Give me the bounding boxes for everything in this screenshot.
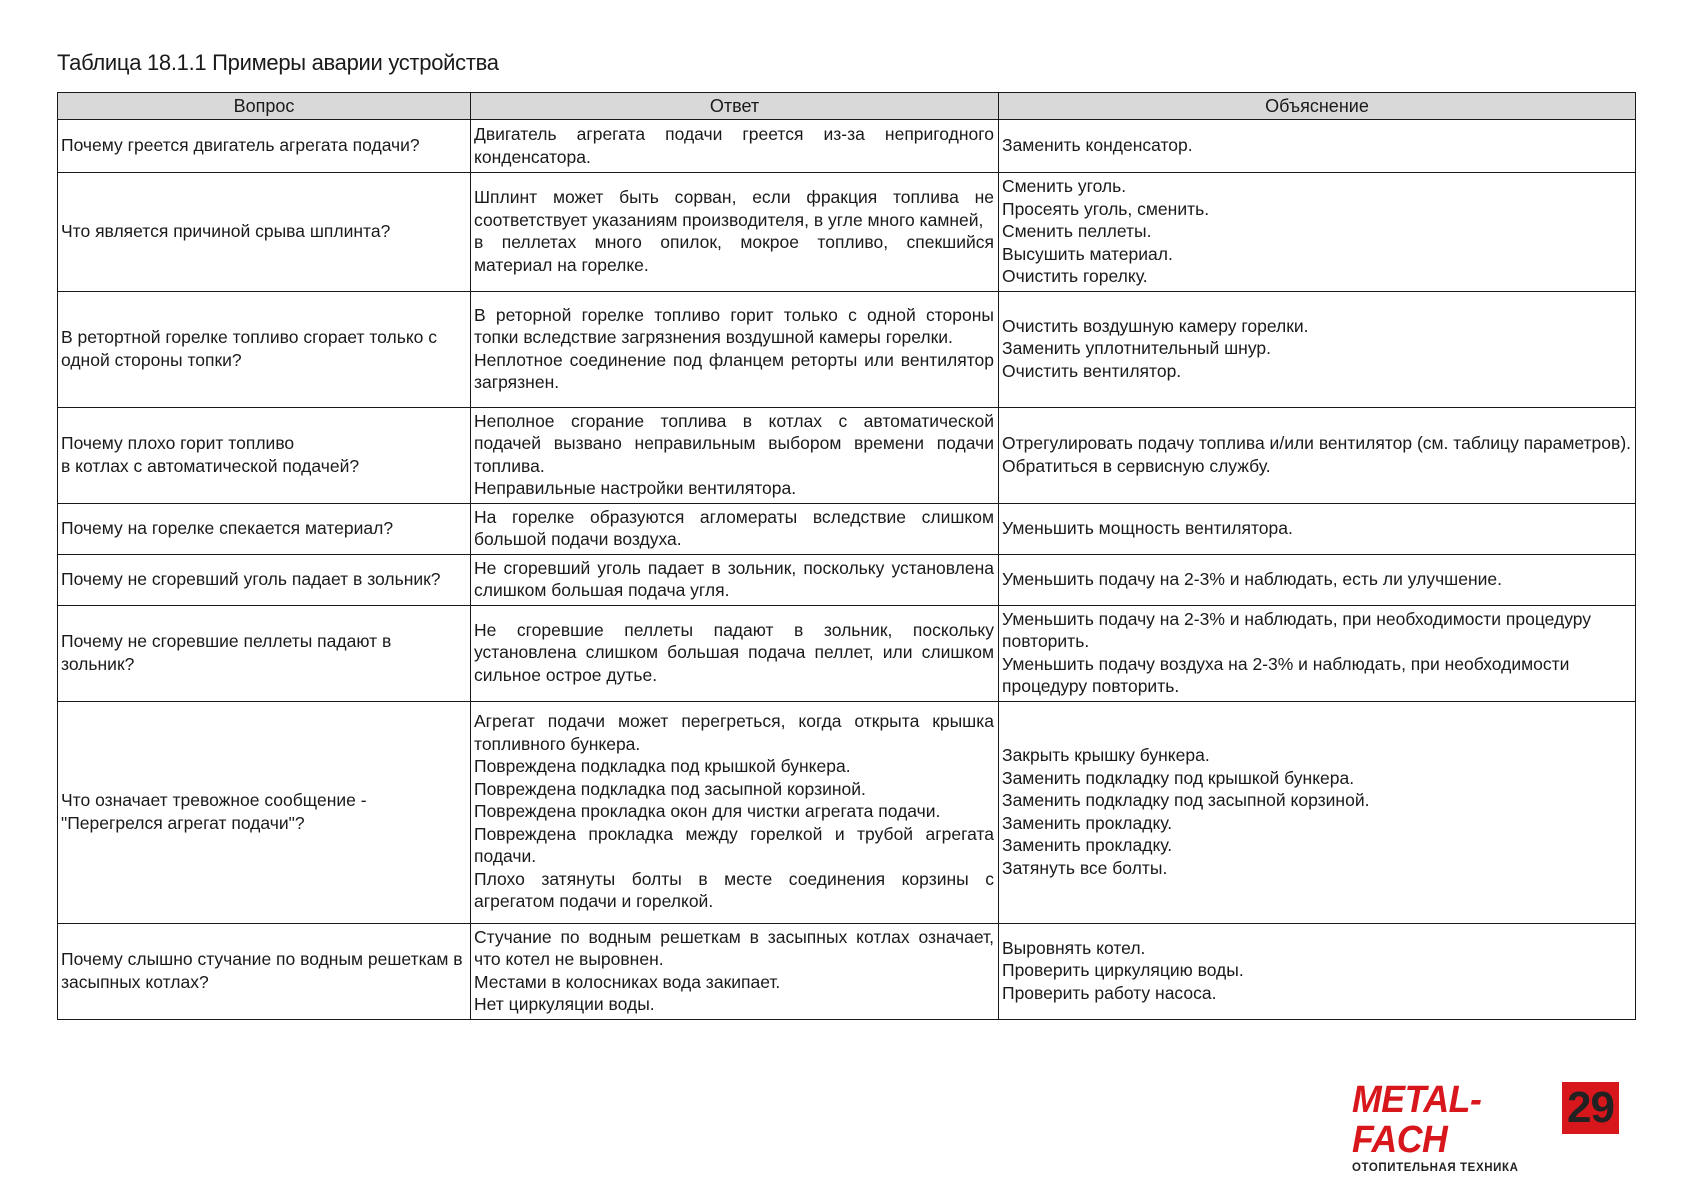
question-text: Что означает тревожное сообщение - "Перегрелся агрегат подачи"? (61, 790, 367, 833)
explanation-text: Уменьшить мощность вентилятора. (1002, 517, 1293, 538)
explanation-text: Затянуть все болты. (1002, 857, 1168, 878)
answer-text: Нет циркуляции воды. (474, 994, 655, 1014)
header-answer: Ответ (471, 93, 999, 120)
question-text: В ретортной горелке топливо сгорает только с одной стороны топки? (61, 327, 438, 370)
brand-subtitle: ОТОПИТЕЛЬНАЯ ТЕХНИКА (1352, 1162, 1519, 1174)
header-explanation: Объяснение (999, 93, 1636, 120)
cell-answer (471, 407, 999, 503)
question-text: Что является причиной срыва шплинта? (61, 221, 391, 241)
cell-question (58, 407, 471, 503)
question-text: Почему на горелке спекается материал? (61, 517, 394, 538)
explanation-text: Просеять уголь, сменить. (1002, 198, 1210, 219)
cell-question (58, 923, 471, 1019)
brand-name: METAL-FACH (1352, 1079, 1482, 1161)
answer-text: Не сгоревшие пеллеты падают в зольник, поскольку установлена слишком большая подача пеллет, или слишком сильное острое дутье. (474, 619, 994, 685)
cell-answer (471, 503, 999, 554)
cell-answer (471, 923, 999, 1019)
header-question: Вопрос (58, 93, 471, 120)
cell-explanation (999, 173, 1636, 292)
explanation-text: Уменьшить подачу воздуха на 2-3% и наблюдать, при необходимости процедуру повторить. (1002, 653, 1570, 696)
fault-table (57, 92, 1636, 1020)
question-text: Почему греется двигатель агрегата подачи? (61, 135, 420, 156)
explanation-text: Заменить прокладку. (1002, 812, 1173, 833)
cell-question (58, 291, 471, 407)
explanation-text: Заменить подкладку под крышкой бункера. (1002, 767, 1355, 788)
answer-text: Стучание по водным решеткам в засыпных котлах означает, что котел не выровнен. (474, 926, 994, 969)
cell-question (58, 701, 471, 923)
page-number: 29 (1562, 1082, 1619, 1134)
explanation-text: Закрыть крышку бункера. (1002, 745, 1210, 765)
table-header-row (58, 93, 1636, 120)
cell-explanation (999, 605, 1636, 701)
explanation-text: Уменьшить подачу на 2-3% и наблюдать, при необходимости процедуру повторить. (1002, 608, 1592, 651)
explanation-text: Проверить работу насоса. (1002, 982, 1217, 1003)
explanation-text: Выровнять котел. (1002, 937, 1146, 958)
question-text: Почему плохо горит топливо (61, 433, 295, 453)
table-row (58, 407, 1636, 503)
answer-text: Неправильные настройки вентилятора. (474, 478, 797, 498)
cell-explanation (999, 701, 1636, 923)
cell-answer (471, 554, 999, 605)
table-row (58, 554, 1636, 605)
explanation-text: Очистить вентилятор. (1002, 360, 1182, 381)
cell-question (58, 554, 471, 605)
answer-text: в пеллетах много опилок, мокрое топливо, спекшийся материал на горелке. (474, 232, 994, 275)
answer-text: Агрегат подачи может перегреться, когда открыта крышка топливного бункера. (474, 711, 994, 754)
explanation-text: Заменить уплотнительный шнур. (1002, 338, 1271, 359)
cell-answer (471, 291, 999, 407)
cell-explanation (999, 923, 1636, 1019)
cell-explanation (999, 554, 1636, 605)
table-row (58, 701, 1636, 923)
question-text: Почему не сгоревший уголь падает в зольник? (61, 568, 441, 589)
answer-text: В ретoрной горелке топливо горит только с одной стороны топки вследствие загрязнения воздушной камеры горелки. (474, 304, 994, 347)
answer-text: Шплинт может быть сорван, если фракция топлива не соответствует указаниям производителя, в угле много камней, (474, 187, 994, 230)
answer-text: Повреждена подкладка под крышкой бункера. (474, 756, 851, 777)
explanation-text: Проверить циркуляцию воды. (1002, 960, 1244, 981)
cell-question (58, 503, 471, 554)
explanation-text: Обратиться в сервисную службу. (1002, 455, 1271, 476)
question-text: Почему слышно стучание по водным решеткам в засыпных котлах? (61, 949, 463, 992)
table-row (58, 291, 1636, 407)
cell-question (58, 120, 471, 173)
question-text: в котлах с автоматической подачей? (61, 455, 360, 476)
cell-explanation (999, 407, 1636, 503)
answer-text: Двигатель агрегата подачи греется из-за непригодного конденсатора. (474, 124, 994, 167)
explanation-text: Высушить материал. (1002, 243, 1173, 264)
explanation-text: Сменить пеллеты. (1002, 221, 1152, 241)
answer-text: Неплотное соединение под фланцем реторты или вентилятор загрязнен. (474, 349, 994, 392)
answer-text: На горелке образуются агломераты вследствие слишком большой подачи воздуха. (474, 506, 994, 549)
answer-text: Плохо затянуты болты в месте соединения корзины с агрегатом подачи и горелкой. (474, 868, 994, 912)
cell-answer (471, 173, 999, 292)
answer-text: Не сгоревший уголь падает в зольник, поскольку установлена слишком большая подача угля. (474, 557, 994, 600)
answer-text: Местами в колосниках вода закипает. (474, 971, 781, 992)
cell-explanation (999, 503, 1636, 554)
explanation-text: Сменить уголь. (1002, 176, 1127, 196)
brand-logo (1352, 1079, 1552, 1174)
table-row (58, 923, 1636, 1019)
table-row (58, 120, 1636, 173)
explanation-text: Заменить конденсатор. (1002, 135, 1193, 156)
answer-text: Повреждена прокладка между горелкой и трубой агрегата подачи. (474, 823, 994, 867)
table-row (58, 503, 1636, 554)
table-row (58, 173, 1636, 292)
answer-text: Неполное сгорание топлива в котлах с автоматической подачей вызвано неправильным выбором времени подачи топлива. (474, 410, 994, 476)
explanation-text: Очистить горелку. (1002, 266, 1148, 286)
page-title: Таблица 18.1.1 Примеры аварии устройства (57, 50, 499, 75)
question-text: Почему не сгоревшие пеллеты падают в зольник? (61, 631, 392, 674)
cell-question (58, 605, 471, 701)
cell-answer (471, 120, 999, 173)
explanation-text: Очистить воздушную камеру горелки. (1002, 315, 1309, 336)
cell-question (58, 173, 471, 292)
answer-text: Повреждена подкладка под засыпной корзиной. (474, 778, 866, 799)
cell-explanation (999, 120, 1636, 173)
table-row (58, 605, 1636, 701)
table-body (58, 120, 1636, 1020)
cell-explanation (999, 291, 1636, 407)
explanation-text: Заменить прокладку. (1002, 835, 1173, 855)
explanation-text: Отрегулировать подачу топлива и/или вентилятор (см. таблицу параметров). (1002, 433, 1632, 453)
cell-answer (471, 605, 999, 701)
explanation-text: Заменить подкладку под засыпной корзиной. (1002, 790, 1370, 810)
answer-text: Повреждена прокладка окон для чистки агрегата подачи. (474, 801, 941, 822)
cell-answer (471, 701, 999, 923)
explanation-text: Уменьшить подачу на 2-3% и наблюдать, есть ли улучшение. (1002, 568, 1502, 589)
